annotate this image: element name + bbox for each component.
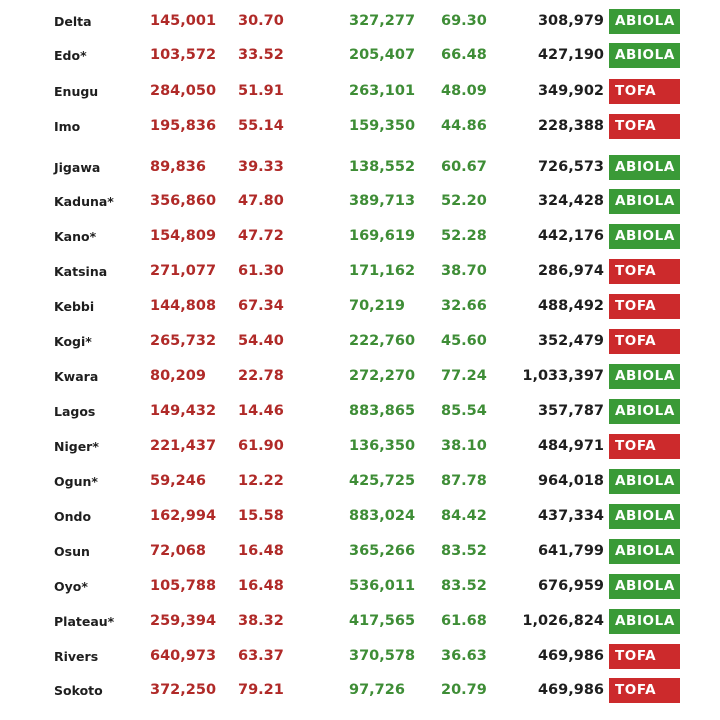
abiola-percent: 66.48 — [441, 47, 487, 63]
state-name: Kaduna* — [54, 194, 114, 209]
abiola-votes: 222,760 — [349, 333, 416, 349]
table-row — [0, 324, 720, 359]
abiola-votes: 138,552 — [349, 159, 416, 175]
abiola-percent: 20.79 — [441, 682, 487, 698]
table-row — [0, 429, 720, 464]
abiola-percent: 32.66 — [441, 298, 487, 314]
table-row — [0, 38, 720, 73]
winner-badge: TOFA — [609, 259, 680, 284]
winner-badge: ABIOLA — [609, 469, 680, 494]
state-name: Niger* — [54, 439, 99, 454]
abiola-percent: 83.52 — [441, 578, 487, 594]
tofa-votes: 105,788 — [150, 578, 217, 594]
abiola-percent: 38.10 — [441, 438, 487, 454]
winner-badge: TOFA — [609, 329, 680, 354]
tofa-votes: 162,994 — [150, 508, 217, 524]
tofa-percent: 79.21 — [238, 682, 284, 698]
winner-badge: ABIOLA — [609, 504, 680, 529]
tofa-percent: 15.58 — [238, 508, 284, 524]
total-votes: 641,799 — [537, 543, 604, 559]
tofa-votes: 356,860 — [150, 193, 217, 209]
tofa-percent: 38.32 — [238, 613, 284, 629]
abiola-percent: 38.70 — [441, 263, 487, 279]
table-row — [0, 74, 720, 109]
winner-badge: TOFA — [609, 678, 680, 703]
abiola-votes: 425,725 — [349, 473, 416, 489]
state-name: Delta — [54, 14, 92, 29]
tofa-percent: 61.90 — [238, 438, 284, 454]
winner-badge: TOFA — [609, 434, 680, 459]
abiola-votes: 263,101 — [349, 83, 416, 99]
table-row — [0, 604, 720, 639]
state-name: Sokoto — [54, 683, 103, 698]
tofa-percent: 12.22 — [238, 473, 284, 489]
table-row — [0, 394, 720, 429]
abiola-votes: 272,270 — [349, 368, 416, 384]
abiola-votes: 97,726 — [349, 682, 405, 698]
state-name: Kogi* — [54, 334, 92, 349]
abiola-votes: 169,619 — [349, 228, 416, 244]
tofa-votes: 154,809 — [150, 228, 217, 244]
tofa-votes: 259,394 — [150, 613, 217, 629]
total-votes: 349,902 — [537, 83, 604, 99]
total-votes: 324,428 — [537, 193, 604, 209]
winner-badge: ABIOLA — [609, 155, 680, 180]
table-row — [0, 639, 720, 674]
tofa-percent: 47.80 — [238, 193, 284, 209]
winner-badge: ABIOLA — [609, 189, 680, 214]
table-row — [0, 499, 720, 534]
abiola-percent: 60.67 — [441, 159, 487, 175]
state-name: Kwara — [54, 369, 99, 384]
winner-badge: TOFA — [609, 79, 680, 104]
tofa-votes: 80,209 — [150, 368, 206, 384]
tofa-votes: 145,001 — [150, 13, 217, 29]
table-row — [0, 219, 720, 254]
abiola-votes: 159,350 — [349, 118, 416, 134]
tofa-votes: 640,973 — [150, 648, 217, 664]
tofa-votes: 72,068 — [150, 543, 206, 559]
winner-badge: ABIOLA — [609, 574, 680, 599]
table-row — [0, 359, 720, 394]
table-row — [0, 109, 720, 144]
tofa-percent: 61.30 — [238, 263, 284, 279]
state-name: Jigawa — [54, 160, 101, 175]
tofa-percent: 33.52 — [238, 47, 284, 63]
state-name: Ondo — [54, 509, 92, 524]
state-name: Edo* — [54, 48, 87, 63]
winner-badge: TOFA — [609, 294, 680, 319]
tofa-percent: 54.40 — [238, 333, 284, 349]
tofa-percent: 51.91 — [238, 83, 284, 99]
state-name: Oyo* — [54, 579, 88, 594]
tofa-votes: 271,077 — [150, 263, 217, 279]
tofa-percent: 47.72 — [238, 228, 284, 244]
total-votes: 352,479 — [537, 333, 604, 349]
abiola-percent: 77.24 — [441, 368, 487, 384]
state-name: Plateau* — [54, 614, 115, 629]
abiola-votes: 171,162 — [349, 263, 416, 279]
tofa-votes: 372,250 — [150, 682, 217, 698]
abiola-votes: 370,578 — [349, 648, 416, 664]
total-votes: 286,974 — [537, 263, 604, 279]
state-name: Kebbi — [54, 299, 95, 314]
table-row — [0, 4, 720, 39]
winner-badge: TOFA — [609, 644, 680, 669]
total-votes: 437,334 — [537, 508, 604, 524]
tofa-votes: 89,836 — [150, 159, 206, 175]
abiola-percent: 85.54 — [441, 403, 487, 419]
total-votes: 357,787 — [537, 403, 604, 419]
abiola-percent: 87.78 — [441, 473, 487, 489]
state-name: Lagos — [54, 404, 96, 419]
abiola-percent: 52.20 — [441, 193, 487, 209]
winner-badge: ABIOLA — [609, 364, 680, 389]
total-votes: 442,176 — [537, 228, 604, 244]
abiola-votes: 365,266 — [349, 543, 416, 559]
tofa-percent: 16.48 — [238, 578, 284, 594]
total-votes: 228,388 — [537, 118, 604, 134]
tofa-votes: 195,836 — [150, 118, 217, 134]
tofa-percent: 63.37 — [238, 648, 284, 664]
total-votes: 427,190 — [537, 47, 604, 63]
state-name: Rivers — [54, 649, 99, 664]
tofa-votes: 144,808 — [150, 298, 217, 314]
state-name: Kano* — [54, 229, 97, 244]
total-votes: 1,033,397 — [522, 368, 604, 384]
winner-badge: ABIOLA — [609, 224, 680, 249]
abiola-percent: 83.52 — [441, 543, 487, 559]
abiola-percent: 48.09 — [441, 83, 487, 99]
state-name: Osun — [54, 544, 90, 559]
abiola-percent: 61.68 — [441, 613, 487, 629]
total-votes: 1,026,824 — [522, 613, 604, 629]
tofa-percent: 16.48 — [238, 543, 284, 559]
tofa-votes: 103,572 — [150, 47, 217, 63]
winner-badge: ABIOLA — [609, 609, 680, 634]
tofa-votes: 149,432 — [150, 403, 217, 419]
winner-badge: ABIOLA — [609, 539, 680, 564]
state-name: Katsina — [54, 264, 108, 279]
total-votes: 469,986 — [537, 682, 604, 698]
tofa-percent: 39.33 — [238, 159, 284, 175]
tofa-percent: 67.34 — [238, 298, 284, 314]
abiola-votes: 536,011 — [349, 578, 416, 594]
total-votes: 469,986 — [537, 648, 604, 664]
total-votes: 676,959 — [537, 578, 604, 594]
tofa-percent: 22.78 — [238, 368, 284, 384]
total-votes: 964,018 — [537, 473, 604, 489]
abiola-votes: 70,219 — [349, 298, 405, 314]
winner-badge: ABIOLA — [609, 9, 680, 34]
state-name: Ogun* — [54, 474, 98, 489]
tofa-votes: 59,246 — [150, 473, 206, 489]
abiola-percent: 45.60 — [441, 333, 487, 349]
abiola-votes: 136,350 — [349, 438, 416, 454]
table-row — [0, 569, 720, 604]
winner-badge: ABIOLA — [609, 43, 680, 68]
abiola-votes: 327,277 — [349, 13, 416, 29]
abiola-votes: 205,407 — [349, 47, 416, 63]
abiola-percent: 84.42 — [441, 508, 487, 524]
table-row — [0, 184, 720, 219]
total-votes: 488,492 — [537, 298, 604, 314]
total-votes: 726,573 — [537, 159, 604, 175]
table-row — [0, 150, 720, 185]
state-name: Imo — [54, 119, 81, 134]
tofa-percent: 14.46 — [238, 403, 284, 419]
abiola-percent: 52.28 — [441, 228, 487, 244]
tofa-votes: 284,050 — [150, 83, 217, 99]
abiola-percent: 69.30 — [441, 13, 487, 29]
abiola-votes: 389,713 — [349, 193, 416, 209]
winner-badge: TOFA — [609, 114, 680, 139]
winner-badge: ABIOLA — [609, 399, 680, 424]
total-votes: 308,979 — [537, 13, 604, 29]
abiola-votes: 883,024 — [349, 508, 416, 524]
table-row — [0, 673, 720, 708]
abiola-votes: 417,565 — [349, 613, 416, 629]
table-row — [0, 254, 720, 289]
tofa-percent: 30.70 — [238, 13, 284, 29]
table-row — [0, 534, 720, 569]
table-row — [0, 464, 720, 499]
tofa-percent: 55.14 — [238, 118, 284, 134]
abiola-percent: 36.63 — [441, 648, 487, 664]
total-votes: 484,971 — [537, 438, 604, 454]
tofa-votes: 265,732 — [150, 333, 217, 349]
abiola-votes: 883,865 — [349, 403, 416, 419]
state-name: Enugu — [54, 84, 99, 99]
table-row — [0, 289, 720, 324]
tofa-votes: 221,437 — [150, 438, 217, 454]
abiola-percent: 44.86 — [441, 118, 487, 134]
